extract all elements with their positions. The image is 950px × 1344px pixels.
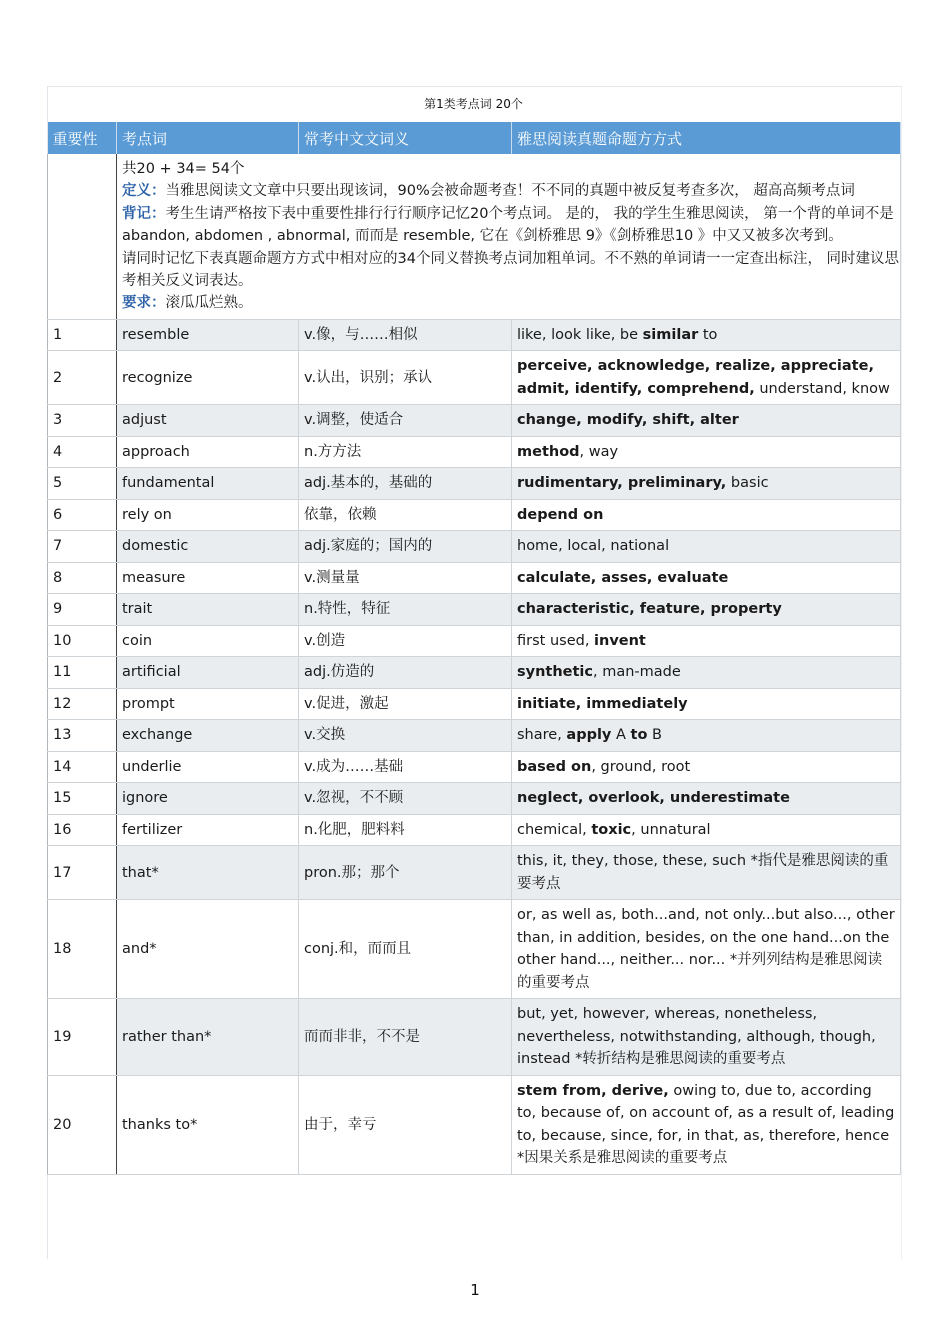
row-test-method bbox=[512, 783, 901, 815]
table-title: 第1类考点词 20个 bbox=[424, 97, 523, 111]
intro-text bbox=[117, 154, 901, 319]
header-importance: 重要性 bbox=[48, 122, 117, 154]
keyword-bold: neglect, overlook, underestimate bbox=[517, 790, 790, 807]
keyword-plain: basic bbox=[726, 475, 769, 492]
table-row bbox=[48, 319, 901, 351]
requirement-label: 要求： bbox=[122, 295, 166, 312]
row-word: resemble bbox=[117, 319, 299, 351]
row-meaning: pron.那；那个 bbox=[299, 846, 512, 900]
row-word: thanks to* bbox=[117, 1075, 299, 1174]
row-number: 14 bbox=[48, 751, 117, 783]
table-row bbox=[48, 1075, 901, 1174]
table-row bbox=[48, 814, 901, 846]
keyword-bold: depend on bbox=[517, 506, 604, 523]
keyword-bold: calculate, asses, evaluate bbox=[517, 569, 729, 586]
row-test-method bbox=[512, 814, 901, 846]
row-number: 20 bbox=[48, 1075, 117, 1174]
row-number: 12 bbox=[48, 688, 117, 720]
intro-definition bbox=[122, 180, 900, 202]
header-word: 考点词 bbox=[117, 122, 299, 154]
row-test-method bbox=[512, 999, 901, 1076]
row-word: fundamental bbox=[117, 468, 299, 500]
keyword-plain: understand, know bbox=[754, 380, 890, 397]
row-word: measure bbox=[117, 562, 299, 594]
page-number: 1 bbox=[470, 1281, 480, 1299]
row-number: 15 bbox=[48, 783, 117, 815]
row-test-method bbox=[512, 594, 901, 626]
row-test-method bbox=[512, 751, 901, 783]
row-meaning: v.像，与……相似 bbox=[299, 319, 512, 351]
keyword-plain: owing to, due to, according to, because of, on account of, as a result of, leading to, because, since, for, in that, as, therefore, hence *因果关系是雅思阅读的重要考点 bbox=[517, 1082, 895, 1167]
definition-text: 当雅思阅读文文章中只要出现该词，90%会被命题考查！不不同的真题中被反复考查多次， 超高高频考点词 bbox=[165, 183, 855, 200]
row-meaning: 依靠，依赖 bbox=[299, 499, 512, 531]
keyword-bold: perceive, acknowledge, realize, appreciate, admit, identify, comprehend, bbox=[517, 358, 874, 397]
row-word: domestic bbox=[117, 531, 299, 563]
keyword-plain: but, yet, however, whereas, nonetheless, nevertheless, notwithstanding, although, though, instead *转折结构是雅思阅读的重要考点 bbox=[517, 1006, 876, 1068]
keyword-plain: home, local, national bbox=[517, 538, 670, 555]
keyword-bold: stem from, derive, bbox=[517, 1082, 669, 1099]
memorize-label: 背记： bbox=[122, 205, 166, 222]
row-number: 4 bbox=[48, 436, 117, 468]
row-number: 18 bbox=[48, 900, 117, 999]
row-meaning: v.促进，激起 bbox=[299, 688, 512, 720]
row-word: approach bbox=[117, 436, 299, 468]
row-number: 2 bbox=[48, 351, 117, 405]
row-meaning: v.交换 bbox=[299, 720, 512, 752]
row-meaning: n.特性，特征 bbox=[299, 594, 512, 626]
keyword-bold: characteristic, feature, property bbox=[517, 601, 782, 618]
row-number: 16 bbox=[48, 814, 117, 846]
keyword-plain: share, bbox=[517, 727, 567, 744]
keyword-plain: A bbox=[611, 727, 631, 744]
row-word: underlie bbox=[117, 751, 299, 783]
header-test-method: 雅思阅读真题命题方方式 bbox=[512, 122, 901, 154]
header-meaning: 常考中文文词义 bbox=[299, 122, 512, 154]
definition-label: 定义： bbox=[122, 183, 166, 200]
row-word: and* bbox=[117, 900, 299, 999]
table-row bbox=[48, 688, 901, 720]
keyword-plain: or, as well as, both...and, not only...but also..., other than, in addition, besides, on the one hand...on the other hand..., neither... nor... *并列列结构是雅思阅读的重要考点 bbox=[517, 907, 895, 991]
table-row bbox=[48, 436, 901, 468]
row-test-method bbox=[512, 499, 901, 531]
row-meaning: 由于，幸亏 bbox=[299, 1075, 512, 1174]
keyword-bold: toxic bbox=[591, 821, 632, 838]
row-meaning: adj.家庭的；国内的 bbox=[299, 531, 512, 563]
row-word: adjust bbox=[117, 405, 299, 437]
keyword-bold: rudimentary, preliminary, bbox=[517, 475, 727, 492]
row-word: fertilizer bbox=[117, 814, 299, 846]
row-meaning: adj.基本的，基础的 bbox=[299, 468, 512, 500]
keyword-bold: apply bbox=[566, 727, 612, 744]
row-number: 13 bbox=[48, 720, 117, 752]
row-test-method bbox=[512, 351, 901, 405]
intro-empty-cell bbox=[48, 154, 117, 319]
keyword-plain: , way bbox=[579, 443, 619, 460]
keyword-bold: similar bbox=[642, 326, 699, 343]
keyword-plain: , ground, root bbox=[591, 758, 691, 775]
row-test-method bbox=[512, 468, 901, 500]
row-word: recognize bbox=[117, 351, 299, 405]
keyword-plain: this, it, they, those, these, such *指代是雅思阅读的重要考点 bbox=[517, 853, 889, 892]
keyword-bold: synthetic bbox=[517, 664, 593, 681]
table-row bbox=[48, 499, 901, 531]
keyword-plain: chemical, bbox=[517, 821, 592, 838]
table-row bbox=[48, 468, 901, 500]
row-word: exchange bbox=[117, 720, 299, 752]
row-number: 8 bbox=[48, 562, 117, 594]
keyword-plain: to bbox=[698, 326, 718, 343]
row-test-method bbox=[512, 846, 901, 900]
row-number: 10 bbox=[48, 625, 117, 657]
row-word: trait bbox=[117, 594, 299, 626]
row-test-method bbox=[512, 657, 901, 689]
row-meaning: v.调整，使适合 bbox=[299, 405, 512, 437]
keyword-bold: initiate, immediately bbox=[517, 695, 688, 712]
row-meaning: conj.和，而而且 bbox=[299, 900, 512, 999]
row-word: prompt bbox=[117, 688, 299, 720]
row-meaning: v.创造 bbox=[299, 625, 512, 657]
row-word: ignore bbox=[117, 783, 299, 815]
row-number: 7 bbox=[48, 531, 117, 563]
row-number: 6 bbox=[48, 499, 117, 531]
table-row bbox=[48, 657, 901, 689]
row-meaning: 而而非非，不不是 bbox=[299, 999, 512, 1076]
header-row bbox=[48, 122, 901, 154]
keyword-bold: method bbox=[517, 443, 580, 460]
row-meaning: v.测量量 bbox=[299, 562, 512, 594]
row-meaning: v.成为……基础 bbox=[299, 751, 512, 783]
row-test-method bbox=[512, 900, 901, 999]
row-number: 9 bbox=[48, 594, 117, 626]
row-number: 17 bbox=[48, 846, 117, 900]
keyword-plain: first used, bbox=[517, 632, 595, 649]
row-number: 5 bbox=[48, 468, 117, 500]
row-meaning: v.忽视，不不顾 bbox=[299, 783, 512, 815]
row-word: that* bbox=[117, 846, 299, 900]
row-meaning: adj.仿造的 bbox=[299, 657, 512, 689]
keyword-bold: invent bbox=[594, 632, 646, 649]
row-word: rely on bbox=[117, 499, 299, 531]
keyword-bold: based on bbox=[517, 758, 592, 775]
row-test-method bbox=[512, 562, 901, 594]
table-row bbox=[48, 562, 901, 594]
vocab-table bbox=[47, 122, 901, 1175]
table-row bbox=[48, 783, 901, 815]
intro-requirement bbox=[122, 292, 900, 314]
keyword-bold: to bbox=[630, 727, 648, 744]
intro-memorize bbox=[122, 203, 900, 248]
row-number: 3 bbox=[48, 405, 117, 437]
row-test-method bbox=[512, 625, 901, 657]
row-word: artificial bbox=[117, 657, 299, 689]
row-number: 11 bbox=[48, 657, 117, 689]
row-test-method bbox=[512, 531, 901, 563]
row-test-method bbox=[512, 405, 901, 437]
row-word: coin bbox=[117, 625, 299, 657]
table-row bbox=[48, 625, 901, 657]
table-row bbox=[48, 594, 901, 626]
row-meaning: n.化肥，肥料料 bbox=[299, 814, 512, 846]
row-number: 1 bbox=[48, 319, 117, 351]
row-test-method bbox=[512, 436, 901, 468]
table-row bbox=[48, 351, 901, 405]
intro-count: 共20 + 34= 54个 bbox=[122, 161, 245, 177]
keyword-plain: B bbox=[647, 727, 662, 744]
intro-line3: 请同时记忆下表真题命题方方式中相对应的34个同义替换考点词加粗单词。不不熟的单词请一一定查出标注， 同时建议思考相关反义词表达。 bbox=[122, 250, 900, 290]
table-row bbox=[48, 846, 901, 900]
table-row bbox=[48, 720, 901, 752]
row-test-method bbox=[512, 720, 901, 752]
keyword-plain: like, look like, be bbox=[517, 326, 643, 343]
keyword-plain: , man-made bbox=[593, 664, 681, 681]
table-row bbox=[48, 531, 901, 563]
keyword-plain: , unnatural bbox=[631, 821, 711, 838]
table-row bbox=[48, 999, 901, 1076]
table-row bbox=[48, 751, 901, 783]
intro-row bbox=[48, 154, 901, 319]
row-number: 19 bbox=[48, 999, 117, 1076]
row-meaning: n.方方法 bbox=[299, 436, 512, 468]
memorize-text: 考生生请严格按下表中重要性排行行行顺序记忆20个考点词。 是的， 我的学生生雅思阅读， 第一个背的单词不是 abandon, abdomen , abnormal, 而而是 resemble, 它在《剑桥雅思 9》《剑桥雅思10 》中又又被多次考到。 bbox=[122, 205, 894, 245]
row-meaning: v.认出，识别；承认 bbox=[299, 351, 512, 405]
row-test-method bbox=[512, 688, 901, 720]
keyword-bold: change, modify, shift, alter bbox=[517, 412, 739, 429]
requirement-text: 滚瓜瓜烂熟。 bbox=[165, 295, 253, 312]
table-row bbox=[48, 900, 901, 999]
row-word: rather than* bbox=[117, 999, 299, 1076]
table-row bbox=[48, 405, 901, 437]
row-test-method bbox=[512, 1075, 901, 1174]
row-test-method bbox=[512, 319, 901, 351]
